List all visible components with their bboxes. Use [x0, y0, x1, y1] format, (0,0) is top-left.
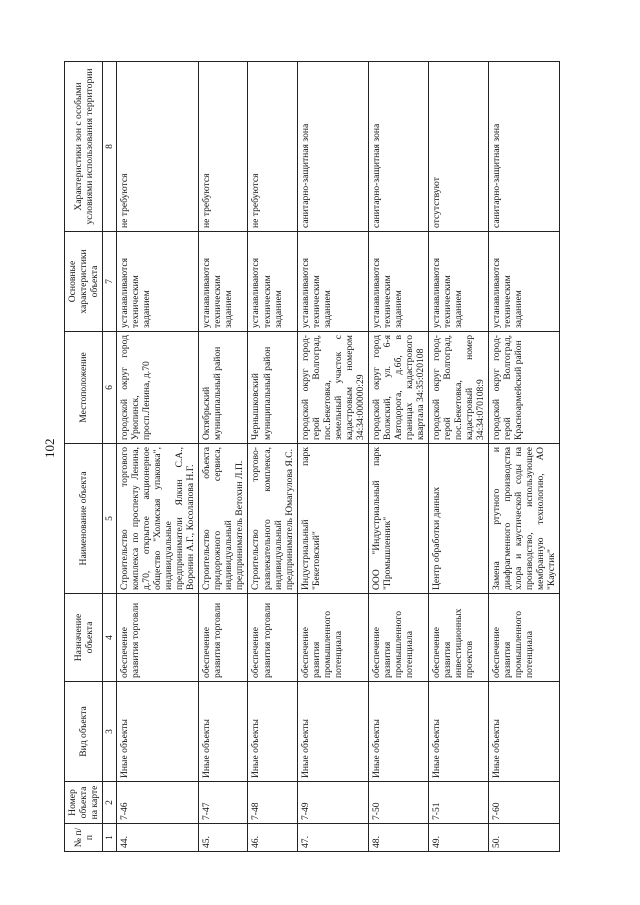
cell-name: Центр обработки данных [428, 444, 488, 594]
rotated-table-frame [64, 62, 634, 852]
cell-location: городской округ город-герой Волгоград, Красноармейский район [489, 332, 560, 444]
col-number: 3 [103, 682, 117, 782]
cell-kind: Иные объекты [428, 682, 488, 782]
cell-purpose: обеспечение развития торговли [248, 594, 297, 682]
cell-zones: санитарно-защитная зона [368, 62, 428, 232]
cell-location: Октябрьский муниципальный район [199, 332, 248, 444]
cell-location: городской округ город Урюпинск, просп.Ленина, д.70 [117, 332, 199, 444]
cell-name: Замена ртутного и диафрагменного производства хлора и каустической соды на производство, использующее мембранную технологию, АО "Каустик" [489, 444, 560, 594]
cell-kind: Иные объекты [297, 682, 368, 782]
cell-location: городской округ город-герой Волгоград, пос.Бекетовка, земельный участок с кадастровым номером 34:34:000000:29 [297, 332, 368, 444]
cell-characteristics: устанавливаются техническим заданием [428, 232, 488, 332]
col-number: 2 [103, 782, 117, 824]
table-row [428, 62, 488, 852]
col-header-name: Наименование объекта [65, 444, 103, 594]
cell-zones: не требуются [248, 62, 297, 232]
cell-name: ООО "Индустриальный парк "Промышленник" [368, 444, 428, 594]
page-number: 102 [42, 438, 57, 458]
cell-num: 46. [248, 824, 297, 852]
cell-num: 48. [368, 824, 428, 852]
col-number: 1 [103, 824, 117, 852]
cell-zones: санитарно-защитная зона [297, 62, 368, 232]
cell-purpose: обеспечение развития промышленного потенциала [297, 594, 368, 682]
cell-kind: Иные объекты [489, 682, 560, 782]
table-row [368, 62, 428, 852]
cell-purpose: обеспечение развития торговли [199, 594, 248, 682]
table-row [489, 62, 560, 852]
cell-num: 49. [428, 824, 488, 852]
cell-zones: отсутствуют [428, 62, 488, 232]
col-number: 7 [103, 232, 117, 332]
cell-kind: Иные объекты [117, 682, 199, 782]
column-number-row [103, 62, 117, 852]
table-row [248, 62, 297, 852]
cell-name: Индустриальный парк "Бекетовский" [297, 444, 368, 594]
col-header-purpose: Назначение объекта [65, 594, 103, 682]
cell-zones: не требуются [199, 62, 248, 232]
cell-location: городской округ город Волжский, ул. 6-я Автодорога, д.6б, в границах кадастрового квартала 34:35:020108 [368, 332, 428, 444]
cell-name: Строительство объекта придорожного сервиса, индивидуальный предприниматель Ветохин Л.П. [199, 444, 248, 594]
cell-map-no: 7-49 [297, 782, 368, 824]
col-header-map-no: Номер объекта на карте [65, 782, 103, 824]
table-row [117, 62, 199, 852]
col-header-kind: Вид объекта [65, 682, 103, 782]
cell-purpose: обеспечение развития промышленного потенциала [368, 594, 428, 682]
cell-kind: Иные объекты [248, 682, 297, 782]
col-header-characteristics: Основные характеристики объекта [65, 232, 103, 332]
cell-map-no: 7-51 [428, 782, 488, 824]
table-row [297, 62, 368, 852]
cell-name: Строительство торгово-развлекательного комплекса, индивидуальный предприниматель Юмагулова Я.С. [248, 444, 297, 594]
col-number: 8 [103, 62, 117, 232]
cell-characteristics: устанавливаются техническим заданием [489, 232, 560, 332]
cell-map-no: 7-46 [117, 782, 199, 824]
cell-num: 47. [297, 824, 368, 852]
cell-location: Чернышковский муниципальный район [248, 332, 297, 444]
objects-table [64, 61, 560, 852]
cell-kind: Иные объекты [199, 682, 248, 782]
table-row [199, 62, 248, 852]
col-number: 5 [103, 444, 117, 594]
cell-num: 45. [199, 824, 248, 852]
cell-zones: санитарно-защитная зона [489, 62, 560, 232]
cell-purpose: обеспечение развития инвестиционных проектов [428, 594, 488, 682]
col-header-zones: Характеристики зон с особыми условиями использования территории [65, 62, 103, 232]
cell-zones: не требуются [117, 62, 199, 232]
cell-num: 44. [117, 824, 199, 852]
cell-map-no: 7-60 [489, 782, 560, 824]
col-header-num: № п/п [65, 824, 103, 852]
cell-characteristics: устанавливаются техническим заданием [199, 232, 248, 332]
cell-characteristics: устанавливаются техническим заданием [117, 232, 199, 332]
cell-map-no: 7-48 [248, 782, 297, 824]
cell-num: 50. [489, 824, 560, 852]
cell-characteristics: устанавливаются техническим заданием [297, 232, 368, 332]
col-number: 6 [103, 332, 117, 444]
cell-map-no: 7-47 [199, 782, 248, 824]
header-row [65, 62, 103, 852]
cell-purpose: обеспечение развития торговли [117, 594, 199, 682]
cell-location: городской округ город-герой Волгоград, пос.Бекетовка, кадастровый номер 34:34:070108:9 [428, 332, 488, 444]
cell-map-no: 7-50 [368, 782, 428, 824]
col-number: 4 [103, 594, 117, 682]
cell-purpose: обеспечение развития промышленного потенциала [489, 594, 560, 682]
col-header-location: Местоположение [65, 332, 103, 444]
cell-kind: Иные объекты [368, 682, 428, 782]
cell-characteristics: устанавливаются техническим заданием [248, 232, 297, 332]
cell-characteristics: устанавливаются техническим заданием [368, 232, 428, 332]
cell-name: Строительство торгового комплекса по проспекту Ленина, д.70, открытое акционерное общество "Холмская упаковка", индивидуальные предприниматели Ялкин С.А., Воронин А.Г., Косолапова Н.Г. [117, 444, 199, 594]
